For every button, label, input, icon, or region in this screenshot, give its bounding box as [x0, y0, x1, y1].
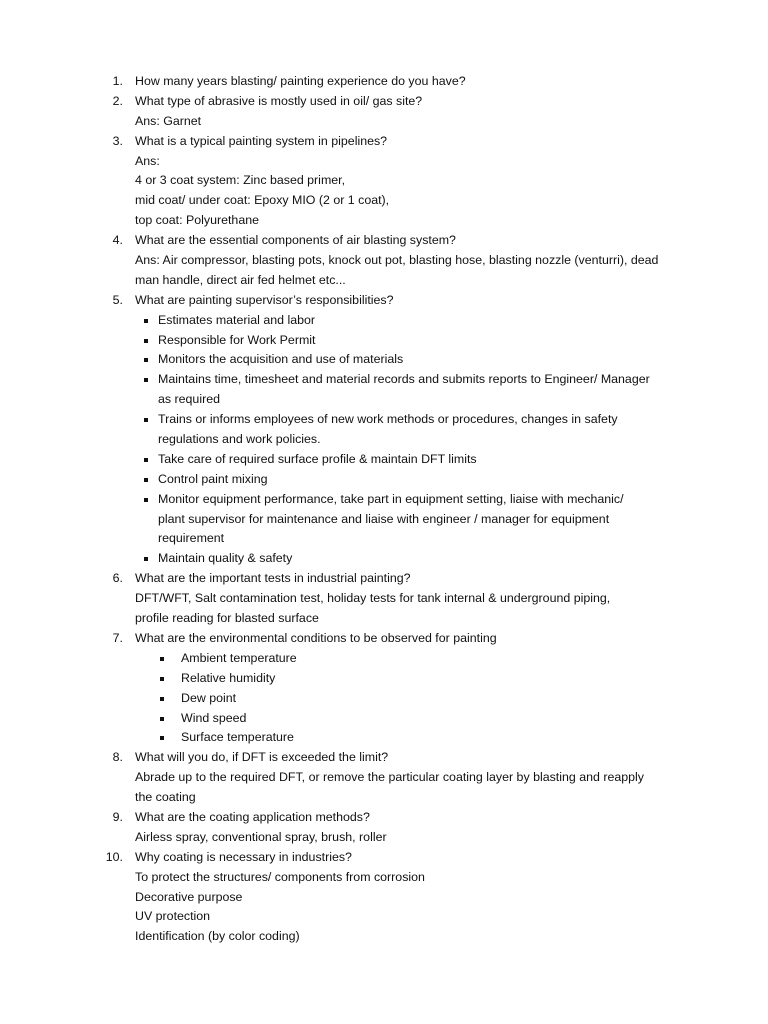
- answer-line: [0, 589, 768, 609]
- bullet-marker: [144, 557, 148, 561]
- bullet-item: [0, 390, 768, 410]
- question-text: How many years blasting/ painting experience do you have?: [135, 74, 466, 88]
- bullet-marker: [160, 677, 164, 681]
- question-text: What is a typical painting system in pipelines?: [135, 133, 388, 148]
- answer-text: the coating: [135, 790, 196, 805]
- answer-line: [0, 788, 768, 808]
- answer-text: Ans:: [135, 153, 160, 168]
- bullet-item: [0, 709, 768, 729]
- question-line: [0, 808, 768, 828]
- bullet-text: Trains or informs employees of new work methods or procedures, changes in safety: [158, 412, 618, 427]
- bullet-text: as required: [158, 392, 220, 407]
- bullet-text: Take care of required surface profile & maintain DFT limits: [158, 451, 477, 466]
- question-number: 9.: [112, 809, 123, 824]
- answer-text: Decorative purpose: [135, 889, 243, 904]
- answer-text: Airless spray, conventional spray, brush, roller: [135, 829, 387, 844]
- bullet-item: [0, 728, 768, 748]
- answer-line: [0, 211, 768, 231]
- bullet-item: [0, 450, 768, 470]
- bullet-text: Ambient temperature: [181, 650, 297, 665]
- question-number: 4.: [112, 233, 123, 248]
- question-line: [0, 569, 768, 589]
- bullet-item: [0, 649, 768, 669]
- bullet-marker: [144, 358, 148, 362]
- answer-line: [0, 768, 768, 788]
- question-text: What are the important tests in industrial painting?: [135, 571, 411, 586]
- answer-text: top coat: Polyurethane: [135, 213, 259, 228]
- bullet-marker: [160, 736, 164, 740]
- bullet-marker: [144, 478, 148, 482]
- question-number: 5.: [112, 292, 123, 307]
- question-number: 1.: [112, 74, 123, 88]
- bullet-item: [0, 689, 768, 709]
- bullet-marker: [144, 339, 148, 343]
- bullet-item: [0, 510, 768, 530]
- answer-line: [0, 271, 768, 291]
- bullet-marker: [160, 697, 164, 701]
- bullet-text: Dew point: [181, 690, 237, 705]
- question-number: 7.: [112, 630, 123, 645]
- bullet-marker: [144, 378, 148, 382]
- bullet-item: [0, 549, 768, 569]
- answer-text: profile reading for blasted surface: [135, 611, 319, 626]
- bullet-item: [0, 410, 768, 430]
- bullet-text: requirement: [158, 531, 225, 546]
- question-line: [0, 132, 768, 152]
- answer-line: [0, 907, 768, 927]
- bullet-text: Wind speed: [181, 710, 247, 725]
- bullet-text: Estimates material and labor: [158, 312, 316, 327]
- question-number: 8.: [112, 750, 123, 765]
- question-text: What are the essential components of air blasting system?: [135, 233, 456, 248]
- question-number: 3.: [112, 133, 123, 148]
- bullet-text: Maintains time, timesheet and material records and submits reports to Engineer/ Manager: [158, 372, 650, 387]
- answer-line: [0, 171, 768, 191]
- answer-text: Ans: Air compressor, blasting pots, knock out pot, blasting hose, blasting nozzle (venturri), dead: [135, 253, 659, 268]
- question-line: [0, 629, 768, 649]
- answer-line: [0, 112, 768, 132]
- question-text: What are the environmental conditions to be observed for painting: [135, 630, 497, 645]
- answer-line: [0, 152, 768, 172]
- bullet-marker: [144, 458, 148, 462]
- bullet-text: Maintain quality & safety: [158, 551, 293, 566]
- bullet-marker: [160, 717, 164, 721]
- bullet-text: plant supervisor for maintenance and liaise with engineer / manager for equipment: [158, 511, 610, 526]
- bullet-marker: [160, 657, 164, 661]
- answer-text: 4 or 3 coat system: Zinc based primer,: [135, 173, 346, 188]
- bullet-text: Monitor equipment performance, take part in equipment setting, liaise with mechanic/: [158, 491, 624, 506]
- answer-line: [0, 828, 768, 848]
- question-line: [0, 848, 768, 868]
- answer-text: mid coat/ under coat: Epoxy MIO (2 or 1 coat),: [135, 193, 390, 208]
- bullet-text: Surface temperature: [181, 730, 294, 745]
- question-text: What type of abrasive is mostly used in oil/ gas site?: [135, 93, 423, 108]
- question-number: 10.: [105, 849, 123, 864]
- bullet-item: [0, 311, 768, 331]
- answer-line: [0, 888, 768, 908]
- bullet-item: [0, 430, 768, 450]
- answer-text: Abrade up to the required DFT, or remove the particular coating layer by blasting and reapply: [135, 770, 644, 785]
- question-number: 2.: [112, 93, 123, 108]
- answer-text: Identification (by color coding): [135, 929, 300, 944]
- question-line: [0, 72, 768, 92]
- question-line: [0, 231, 768, 251]
- bullet-item: [0, 370, 768, 390]
- answer-text: To protect the structures/ components from corrosion: [135, 869, 425, 884]
- answer-line: [0, 191, 768, 211]
- answer-line: [0, 868, 768, 888]
- question-line: [0, 92, 768, 112]
- bullet-item: [0, 669, 768, 689]
- bullet-text: regulations and work policies.: [158, 432, 321, 447]
- answer-text: Ans: Garnet: [135, 113, 202, 128]
- question-text: What are painting supervisor’s responsibilities?: [135, 292, 394, 307]
- bullet-marker: [144, 418, 148, 422]
- bullet-marker: [144, 498, 148, 502]
- question-text: Why coating is necessary in industries?: [135, 849, 352, 864]
- document-page: [0, 72, 768, 947]
- question-text: What are the coating application methods?: [135, 809, 370, 824]
- answer-text: UV protection: [135, 909, 211, 924]
- question-number: 6.: [112, 571, 123, 586]
- bullet-item: [0, 470, 768, 490]
- bullet-text: Control paint mixing: [158, 471, 268, 486]
- bullet-item: [0, 529, 768, 549]
- answer-text: man handle, direct air fed helmet etc...: [135, 272, 346, 287]
- bullet-item: [0, 350, 768, 370]
- bullet-text: Responsible for Work Permit: [158, 332, 316, 347]
- answer-line: [0, 251, 768, 271]
- bullet-text: Monitors the acquisition and use of materials: [158, 352, 404, 367]
- question-text: What will you do, if DFT is exceeded the limit?: [135, 750, 389, 765]
- answer-line: [0, 927, 768, 947]
- bullet-text: Relative humidity: [181, 670, 276, 685]
- answer-text: DFT/WFT, Salt contamination test, holiday tests for tank internal & underground piping,: [135, 591, 611, 606]
- answer-line: [0, 609, 768, 629]
- bullet-item: [0, 490, 768, 510]
- bullet-marker: [144, 319, 148, 323]
- question-line: [0, 291, 768, 311]
- bullet-item: [0, 331, 768, 351]
- question-line: [0, 748, 768, 768]
